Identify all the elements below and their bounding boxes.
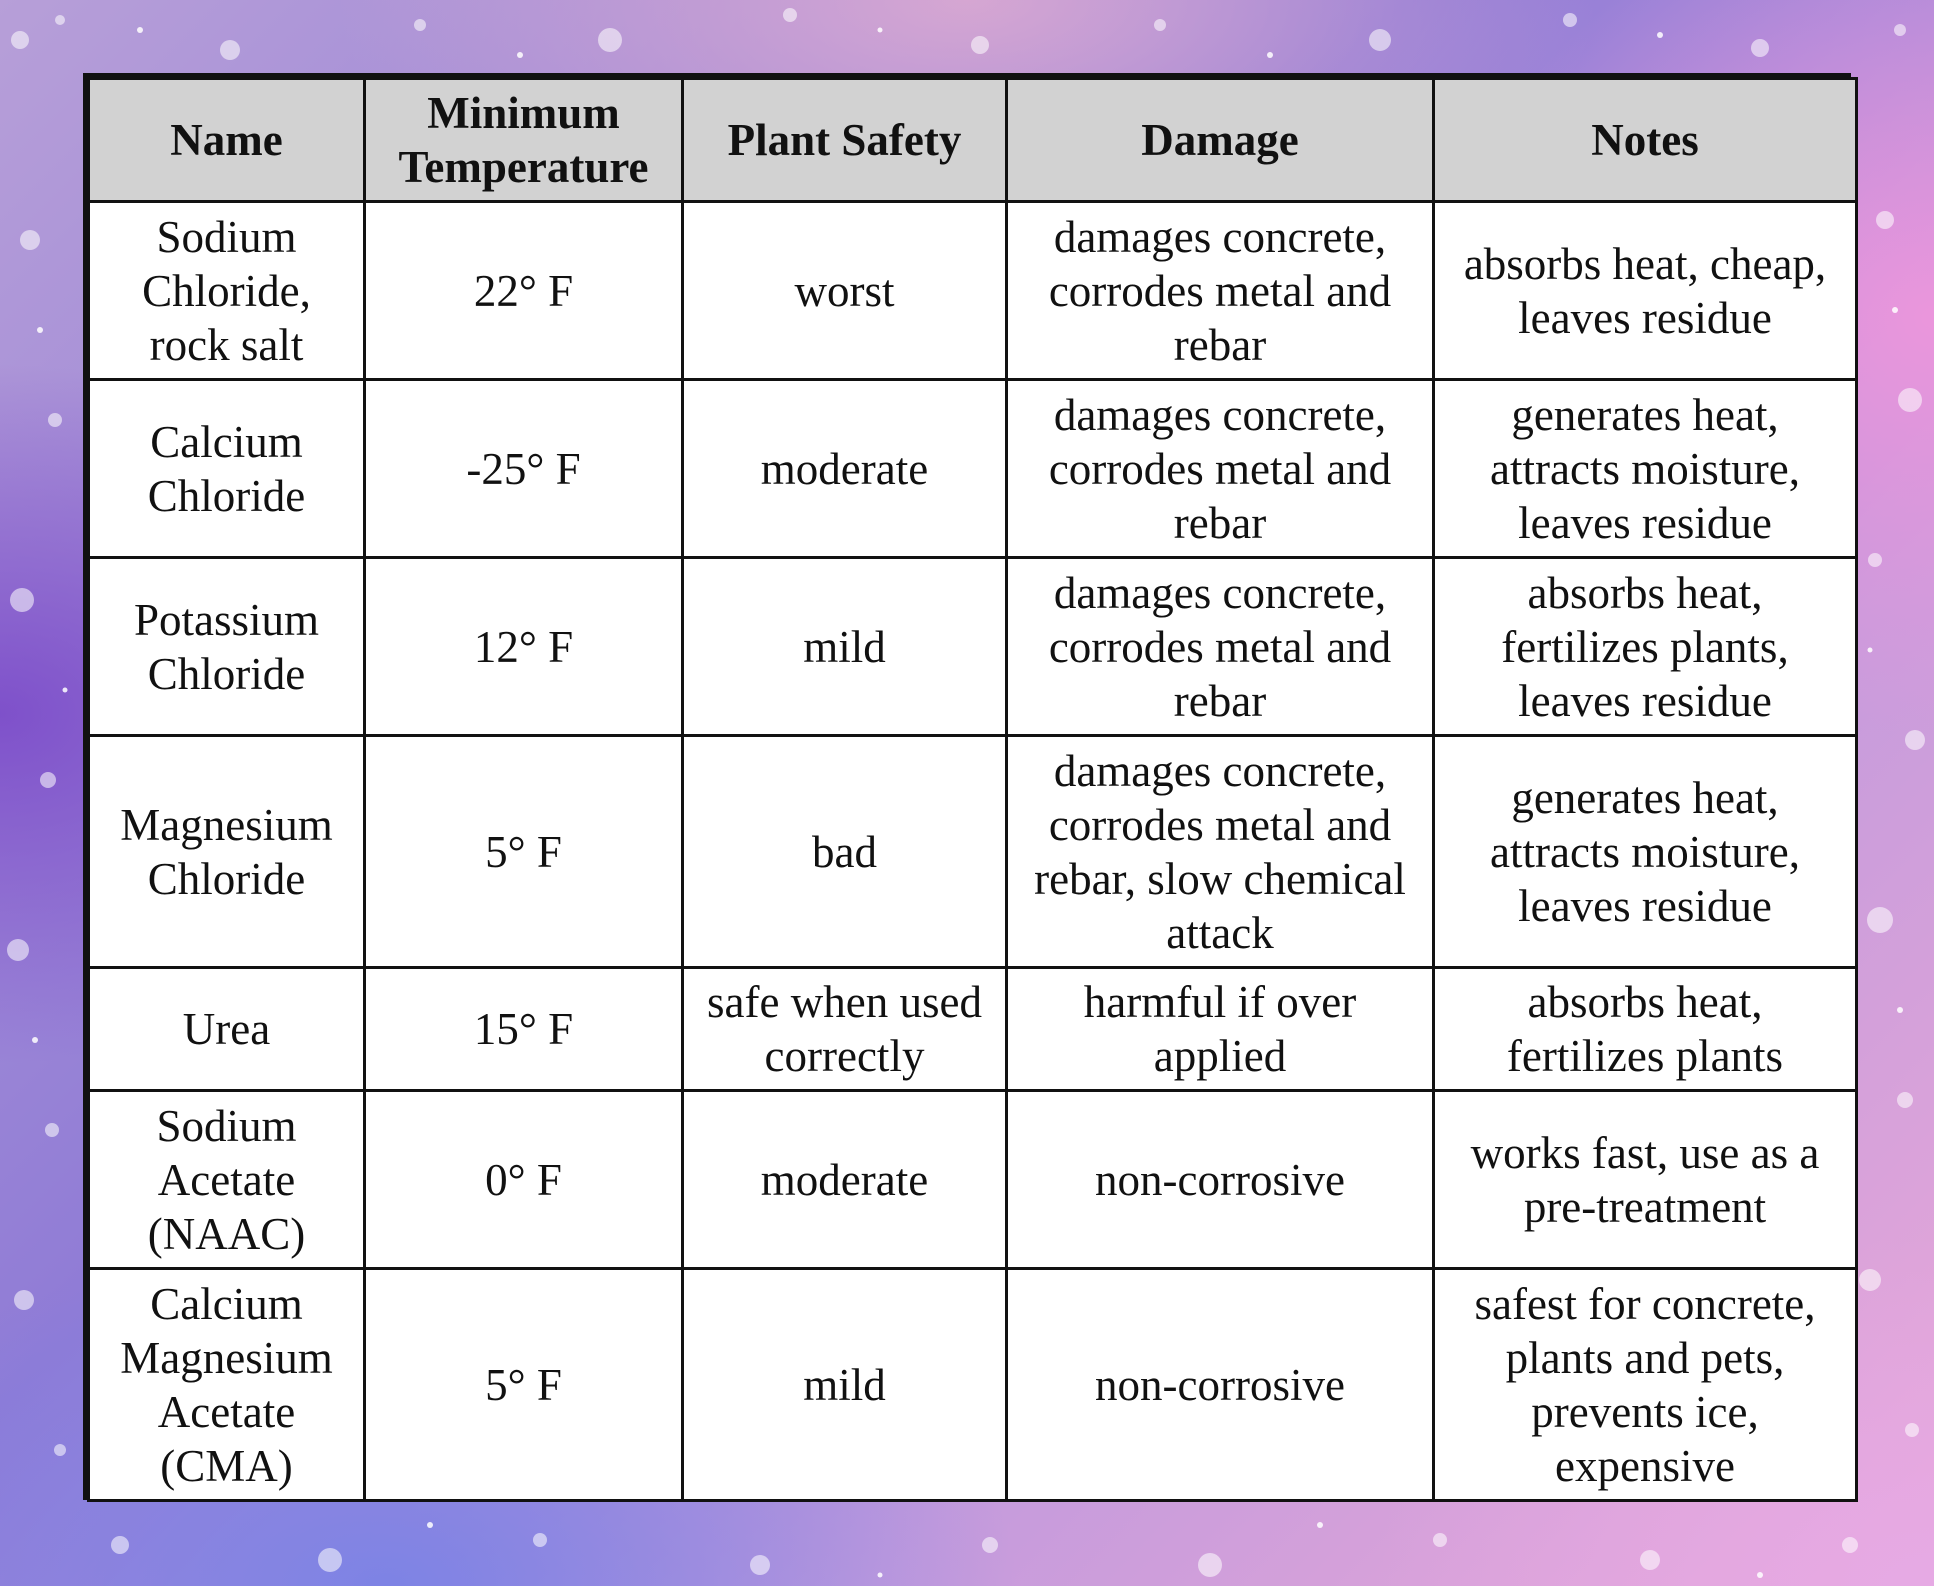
- header-damage: Damage: [1007, 79, 1434, 202]
- cell-damage: damages concrete, corrodes metal and rebar, slow chemical attack: [1007, 736, 1434, 968]
- cell-name: Calcium Chloride: [89, 380, 365, 558]
- header-notes: Notes: [1434, 79, 1857, 202]
- cell-plant-safety: mild: [683, 1269, 1007, 1501]
- cell-min-temp: 12° F: [365, 558, 683, 736]
- cell-damage: non-corrosive: [1007, 1269, 1434, 1501]
- table-row: [89, 1269, 1857, 1501]
- cell-damage: damages concrete, corrodes metal and rebar: [1007, 380, 1434, 558]
- cell-notes: works fast, use as a pre-treatment: [1434, 1091, 1857, 1269]
- cell-notes: absorbs heat, cheap, leaves residue: [1434, 202, 1857, 380]
- cell-min-temp: -25° F: [365, 380, 683, 558]
- cell-plant-safety: worst: [683, 202, 1007, 380]
- cell-min-temp: 0° F: [365, 1091, 683, 1269]
- cell-damage: damages concrete, corrodes metal and rebar: [1007, 202, 1434, 380]
- cell-name: Calcium Magnesium Acetate (CMA): [89, 1269, 365, 1501]
- cell-damage: damages concrete, corrodes metal and rebar: [1007, 558, 1434, 736]
- cell-notes: absorbs heat, fertilizes plants, leaves residue: [1434, 558, 1857, 736]
- cell-notes: absorbs heat, fertilizes plants: [1434, 968, 1857, 1091]
- cell-min-temp: 5° F: [365, 736, 683, 968]
- cell-min-temp: 22° F: [365, 202, 683, 380]
- cell-damage: non-corrosive: [1007, 1091, 1434, 1269]
- ice-melt-table: [87, 77, 1858, 1502]
- cell-name: Potassium Chloride: [89, 558, 365, 736]
- cell-name: Urea: [89, 968, 365, 1091]
- cell-notes: generates heat, attracts moisture, leaves residue: [1434, 380, 1857, 558]
- cell-plant-safety: bad: [683, 736, 1007, 968]
- cell-name: Sodium Chloride, rock salt: [89, 202, 365, 380]
- comparison-table: [83, 73, 1851, 1500]
- header-row: [89, 79, 1857, 202]
- header-minimum-temperature: Minimum Temperature: [365, 79, 683, 202]
- cell-min-temp: 15° F: [365, 968, 683, 1091]
- cell-name: Sodium Acetate (NAAC): [89, 1091, 365, 1269]
- table-row: [89, 1091, 1857, 1269]
- table-row: [89, 202, 1857, 380]
- header-plant-safety: Plant Safety: [683, 79, 1007, 202]
- cell-notes: generates heat, attracts moisture, leaves residue: [1434, 736, 1857, 968]
- table-row: [89, 736, 1857, 968]
- table-row: [89, 380, 1857, 558]
- cell-damage: harmful if over applied: [1007, 968, 1434, 1091]
- table-row: [89, 558, 1857, 736]
- cell-name: Magnesium Chloride: [89, 736, 365, 968]
- cell-plant-safety: safe when used correctly: [683, 968, 1007, 1091]
- cell-notes: safest for concrete, plants and pets, prevents ice, expensive: [1434, 1269, 1857, 1501]
- cell-plant-safety: mild: [683, 558, 1007, 736]
- header-name: Name: [89, 79, 365, 202]
- cell-plant-safety: moderate: [683, 1091, 1007, 1269]
- cell-plant-safety: moderate: [683, 380, 1007, 558]
- cell-min-temp: 5° F: [365, 1269, 683, 1501]
- table-row: [89, 968, 1857, 1091]
